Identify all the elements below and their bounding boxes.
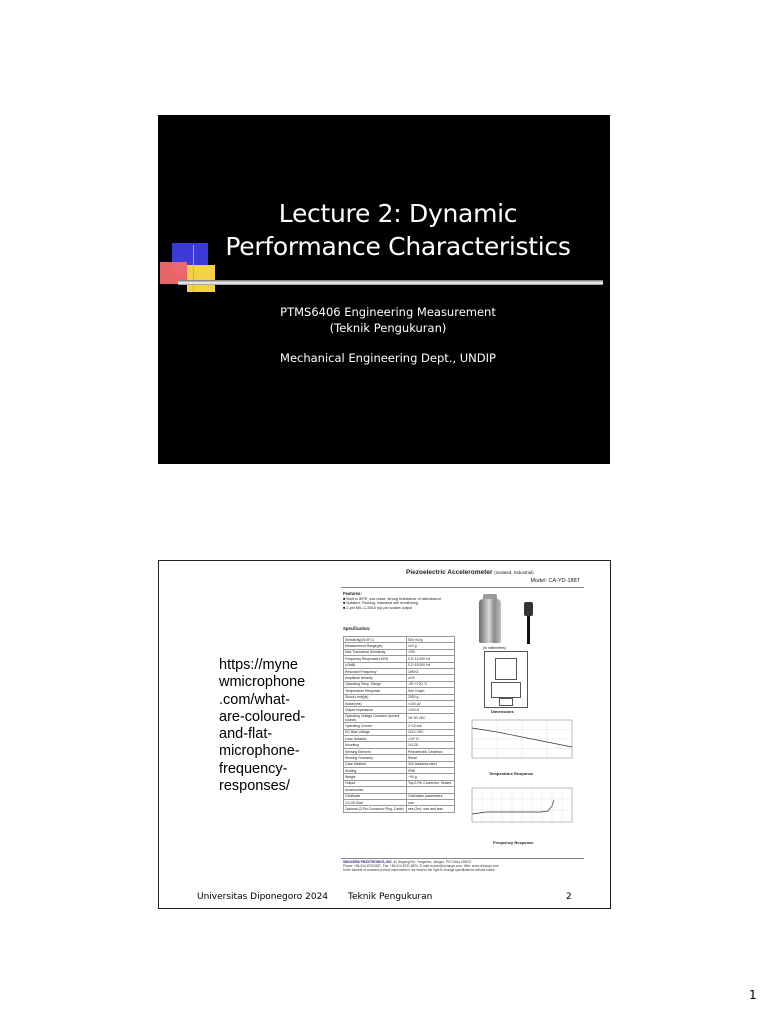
department: Mechanical Engineering Dept., UNDIP <box>280 351 496 365</box>
url-line: are-coloured- <box>219 708 306 725</box>
url-line: and-flat- <box>219 726 273 743</box>
dimensions-caption: Dimensions <box>491 709 514 714</box>
spec-row <box>344 713 455 723</box>
spec-key: Certificate <box>344 793 407 799</box>
spec-value: 18KHZ <box>407 668 455 674</box>
dimension-units: (In millimeters) <box>483 646 506 650</box>
drawing-base <box>499 698 513 706</box>
spec-key: Amplitude linearity <box>344 675 407 681</box>
footer-university: Universitas Diponegoro 2024 <box>197 892 329 902</box>
datasheet-title-note: (isolated, Industrial) <box>494 570 534 575</box>
cable-photo <box>527 616 530 644</box>
drawing-top <box>495 658 517 680</box>
course-name-local: (Teknik Pengukuran) <box>329 321 447 335</box>
company-name: SINOCERA PIEZOTRONICS, INC. <box>343 860 393 864</box>
spec-value: 0.5~12,000 Hz <box>407 656 455 662</box>
url-line: wmicrophone <box>219 674 306 691</box>
datasheet-footer <box>343 860 583 872</box>
spec-value: Calibration parameters <box>407 793 455 799</box>
spec-value: See Graph <box>407 688 455 694</box>
spec-key: Output Impedance <box>344 707 407 713</box>
feature-item: ■ 2-pin MIL-C-5015 top-pin socket output <box>343 605 413 610</box>
spec-key: Accessories <box>344 787 407 793</box>
accelerometer-datasheet-image <box>341 566 584 874</box>
slide-title <box>218 197 578 263</box>
spec-value: 2000 g <box>407 694 455 700</box>
spec-value: <5% <box>407 649 455 655</box>
spec-key: Case Material <box>344 761 407 767</box>
spec-table <box>343 636 455 813</box>
spec-value: >10⁸ Ω <box>407 736 455 742</box>
spec-value: one <box>407 799 455 805</box>
url-line: microphone- <box>219 743 300 760</box>
spec-value: ±10 g <box>407 643 455 649</box>
spec-key: Sealing <box>344 768 407 774</box>
spec-key: Operating Current <box>344 723 407 729</box>
spec-value: 1/4-28 <box>407 742 455 748</box>
temperature-response-graph <box>466 716 578 766</box>
spec-key: Optional (2-Pin Connector Plug, Cable) <box>344 806 407 812</box>
spec-value: Shear <box>407 755 455 761</box>
spec-key: Max Transverse Sensitivity <box>344 649 407 655</box>
spec-key: Output <box>344 780 407 786</box>
datasheet-footer-divider <box>341 858 584 859</box>
frequency-response-graph <box>466 786 578 828</box>
datasheet-features <box>343 592 453 610</box>
url-line: responses/ <box>219 778 290 795</box>
spec-key: DC Bias Voltage <box>344 729 407 735</box>
dimension-drawing <box>484 651 528 708</box>
footer-slide-number: 2 <box>566 892 572 902</box>
spec-key: (±3dB) <box>344 662 407 668</box>
spec-value: <100 Ω <box>407 707 455 713</box>
spec-value: 500 mV/g <box>407 637 455 643</box>
spec-value: IP68 <box>407 768 455 774</box>
spec-key: Measurement Range(pk) <box>344 643 407 649</box>
spec-key: Case Isolation <box>344 736 407 742</box>
spec-key: Weight <box>344 774 407 780</box>
datasheet-model: Model: CA-YD-188T <box>530 578 580 584</box>
feature-item: ■ Isolated, Flowing, industrial site monitoring <box>343 601 418 606</box>
spec-key: Resonant Frequency <box>344 668 407 674</box>
page-number: 1 <box>749 988 757 1002</box>
spec-key: Shock Limit(pk) <box>344 694 407 700</box>
spec-key: Operating Voltage Constant (current source) <box>344 713 407 723</box>
temperature-caption: Temperature Response <box>489 771 534 776</box>
spec-key: Noise(rms) <box>344 700 407 706</box>
features-title: Features: <box>343 591 362 596</box>
spec-key: Operating Temp. Range <box>344 681 407 687</box>
footer-course: Teknik Pengukuran <box>348 892 433 902</box>
feature-item: ■ Built in IEPE, low noise, strong resistance of disturbance <box>343 596 442 601</box>
slide-title-line-2: Performance Characteristics <box>225 232 571 261</box>
spec-value: 2~10 mA <box>407 723 455 729</box>
spec-key: Sensitivity(20±5°C) <box>344 637 407 643</box>
url-line: .com/what- <box>219 691 290 708</box>
spec-value: 12±2 VDC <box>407 729 455 735</box>
company-note: In the interest of constant product improvement, we reserve the right to change specifications without notice. <box>343 868 496 872</box>
decorative-yellow-square <box>187 265 215 292</box>
spec-value: 18~30 VDC <box>407 713 455 723</box>
frequency-curve <box>472 800 554 814</box>
spec-value: see (2m), size and less <box>407 806 455 812</box>
frequency-caption: Frequency Response <box>493 840 534 845</box>
spec-value: ~90 g <box>407 774 455 780</box>
spec-key: Sensing Element <box>344 748 407 754</box>
spec-row <box>344 806 455 812</box>
spec-key: 1/4-28 Stud <box>344 799 407 805</box>
spec-value: <100 μV <box>407 700 455 706</box>
graph-grid <box>472 788 572 822</box>
slide-1 <box>158 115 610 464</box>
company-address: 40 Wuyang Rd., Yangzhou, Jiangsu, P.R.China 225007 <box>393 860 472 864</box>
title-divider <box>178 280 603 285</box>
course-name: PTMS6406 Engineering Measurement <box>280 305 496 319</box>
slide-2 <box>158 560 611 909</box>
spec-value: 0.2~15,000 Hz <box>407 662 455 668</box>
spec-value: ≤1% <box>407 675 455 681</box>
datasheet-title-text: Piezoelectric Accelerometer <box>406 569 493 576</box>
spec-value: Top 2-Pin Connector, Sealed <box>407 780 455 786</box>
specs-title: Specification: <box>343 626 371 631</box>
datasheet-title <box>406 569 534 576</box>
slide-title-line-1: Lecture 2: Dynamic <box>278 199 518 228</box>
spec-value: -40~+120 °C <box>407 681 455 687</box>
company-contact: Phone: +86-514-87323287, Fax: +86-514-8732-8870, E-mail: export@chinacyx.com, Web: www.chinacyx.com <box>343 864 499 868</box>
spec-key: Mounting <box>344 742 407 748</box>
spec-key: Sensing Geometry <box>344 755 407 761</box>
datasheet-divider <box>341 587 584 588</box>
url-line: https://myne <box>219 657 298 673</box>
spec-value: Piezoelectric Ceramics <box>407 748 455 754</box>
spec-key: Temperature Response <box>344 688 407 694</box>
graph-grid <box>472 720 572 758</box>
connector-photo <box>524 602 533 616</box>
spec-key: Frequency Response(±10%) <box>344 656 407 662</box>
spec-value: 304 Stainless steel <box>407 761 455 767</box>
drawing-body <box>491 682 521 698</box>
course-info <box>238 304 538 336</box>
accelerometer-photo <box>479 599 501 643</box>
url-line: frequency- <box>219 760 288 777</box>
reference-url[interactable] <box>219 657 319 795</box>
